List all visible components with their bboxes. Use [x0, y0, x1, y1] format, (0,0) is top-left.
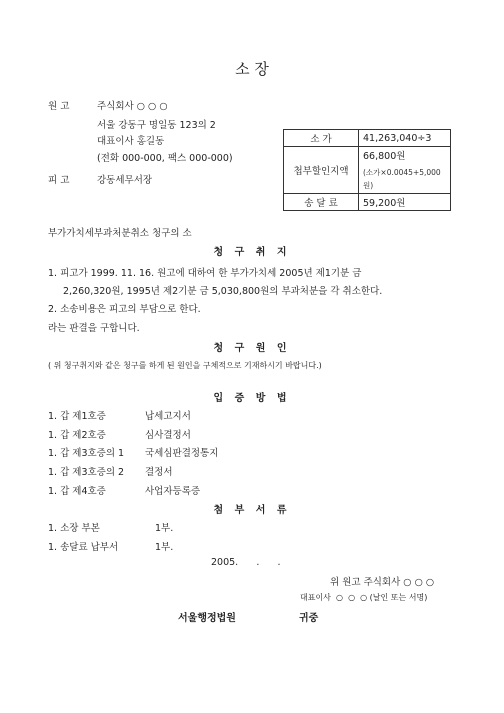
- signer: 위 원고 주식회사 ○ ○ ○: [330, 577, 435, 588]
- claim-item-1-line-1: 1. 피고가 1999. 11. 16. 원고에 대하여 한 부가가치세 2005년 제1기분 금: [48, 268, 362, 279]
- document-title: 소 장: [235, 60, 269, 78]
- evidence-doc: 납세고지서: [145, 411, 191, 422]
- evidence-doc: 사업자등록증: [145, 486, 201, 497]
- evidence-doc: 결정서: [145, 467, 173, 478]
- claim-item-2: 2. 소송비용은 피고의 부담으로 한다.: [48, 304, 201, 315]
- fee-value-cell: [359, 147, 451, 194]
- claim-closing: 라는 판결을 구합니다.: [48, 323, 140, 334]
- court-name: 서울행정법원: [178, 613, 236, 624]
- evidence-doc: 심사결정서: [145, 430, 191, 441]
- plaintiff-contact: (전화 000-000, 팩스 000-000): [97, 153, 233, 164]
- fee-label: 송 달 료: [284, 194, 359, 211]
- plaintiff-address: 서울 강동구 명일동 123의 2: [97, 120, 216, 131]
- evidence-no: 1. 갑 제1호증: [48, 411, 106, 422]
- court-suffix: 귀중: [299, 613, 319, 624]
- fee-value: 59,200원: [359, 194, 451, 211]
- evidence-doc: 국세심판결정통지: [145, 448, 219, 459]
- representative-signature: 대표이사 ○ ○ ○ (날인 또는 서명): [300, 593, 428, 602]
- fee-value: 41,263,040÷3: [359, 130, 451, 147]
- fee-table: [283, 129, 451, 211]
- attachment-name: 1. 소장 부본: [48, 523, 100, 534]
- fee-row: [284, 130, 451, 147]
- attachment-count: 1부.: [155, 542, 174, 553]
- plaintiff-label: 원 고: [48, 101, 70, 112]
- evidence-no: 1. 갑 제3호증의 1: [48, 448, 125, 459]
- defendant-name: 강동세무서장: [97, 175, 153, 186]
- attachment-count: 1부.: [155, 523, 174, 534]
- filing-date: 2005. . .: [211, 557, 281, 568]
- plaintiff-name: 주식회사 ○ ○ ○: [97, 101, 168, 112]
- evidence-no: 1. 갑 제4호증: [48, 486, 106, 497]
- defendant-label: 피 고: [48, 175, 70, 186]
- claim-purpose-heading: 청 구 취 지: [213, 247, 291, 258]
- claim-cause-heading: 청 구 원 인: [213, 343, 291, 354]
- fee-label: 소 가: [284, 130, 359, 147]
- plaintiff-representative: 대표이사 홍길동: [97, 136, 165, 147]
- fee-value: 66,800원: [363, 151, 406, 162]
- fee-label: 첩부할인지액: [284, 147, 359, 194]
- claim-item-1-line-2: 2,260,320원, 1995년 제2기분 금 5,030,800원의 부과처분을 각 취소한다.: [63, 286, 383, 297]
- evidence-heading: 입 증 방 법: [213, 393, 291, 404]
- attachment-name: 1. 송달료 납부서: [48, 542, 119, 553]
- attachments-heading: 첨 부 서 류: [213, 505, 291, 516]
- claim-cause-note: ( 위 청구취지와 같은 청구를 하게 된 원인을 구체적으로 기재하시기 바랍니다.): [48, 361, 322, 370]
- evidence-no: 1. 갑 제3호증의 2: [48, 467, 125, 478]
- fee-row: [284, 194, 451, 211]
- case-name: 부가가치세부과처분취소 청구의 소: [48, 228, 192, 239]
- fee-row: [284, 147, 451, 194]
- evidence-no: 1. 갑 제2호증: [48, 430, 106, 441]
- fee-note: (소가×0.0045+5,000원): [363, 168, 441, 190]
